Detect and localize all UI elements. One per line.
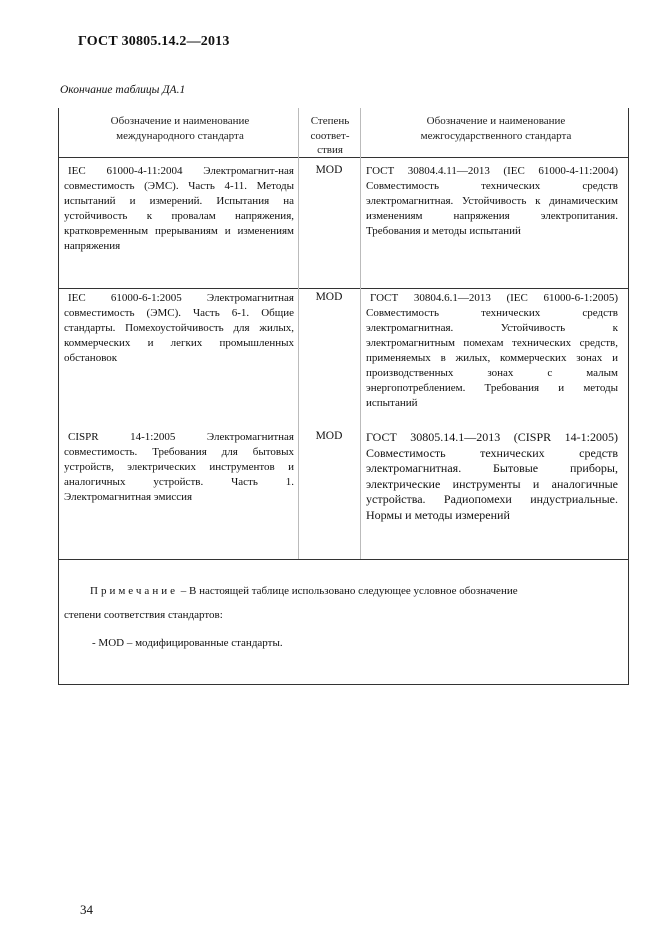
table-row-1-degree: MOD bbox=[315, 164, 343, 176]
column-header-international: Обозначение и наименование международного стандарта bbox=[110, 115, 250, 142]
table-row-3-international: CISPR 14-1:2005 Электромагнитная совместимость. Требования для бытовых устройств, электрических инструментов и аналогичных устройств. Часть 1. Электромагнитная эмиссия bbox=[64, 431, 294, 503]
table-row-2-degree: MOD bbox=[315, 291, 343, 303]
table-note bbox=[64, 584, 624, 650]
column-header-interstate: Обозначение и наименование межгосударственного стандарта bbox=[420, 115, 572, 142]
note-label: Примечание bbox=[90, 585, 178, 597]
note-item: - MOD – модифицированные стандарты. bbox=[92, 637, 283, 649]
page-number: 34 bbox=[80, 902, 93, 917]
column-header-degree: Степень соответ-ствия bbox=[310, 115, 350, 156]
table-caption: Окончание таблицы ДА.1 bbox=[60, 84, 186, 96]
note-text: – В настоящей таблице использовано следующее условное обозначение bbox=[177, 585, 518, 597]
table-row-1-international: IEC 61000-4-11:2004 Электромагнит-ная совместимость (ЭМС). Часть 4-11. Методы испытаний и измерений. Испытания на устойчивость к провалам напряжения, кратковременным прерываниям и изменениям напряжения bbox=[64, 165, 294, 252]
table-row-1-interstate: ГОСТ 30804.4.11—2013 (IEC 61000-4-11:2004) Совместимость технических средств электромагнитная. Устойчивость к динамическим изменениям напряжения электропитания. Требования и методы испытаний bbox=[366, 165, 618, 237]
table-row-2-international: IEC 61000-6-1:2005 Электромагнитная совместимость (ЭМС). Часть 6-1. Общие стандарты. Помехоустойчивость для жилых, коммерческих и легких промышленных обстановок bbox=[64, 292, 294, 364]
note-text-continued: степени соответствия стандартов: bbox=[64, 609, 223, 621]
table-row-3-interstate: ГОСТ 30805.14.1—2013 (CISPR 14-1:2005) Совместимость технических средств электромагнитная. Бытовые приборы, электрические инструменты и аналогичные устройства. Радиопомехи индустриальные. Нормы и методы измерений bbox=[366, 430, 618, 522]
table-row-3-degree: MOD bbox=[315, 430, 343, 442]
document-header: ГОСТ 30805.14.2—2013 bbox=[78, 34, 230, 49]
table-row-2-interstate: ГОСТ 30804.6.1—2013 (IEC 61000-6-1:2005) Совместимость технических средств электромагнитная. Устойчивость к электромагнитным помехам технических средств, применяемых в жилых, коммерческих зонах и производственных зонах с малым энергопотреблением. Требования и методы испытаний bbox=[366, 292, 618, 409]
